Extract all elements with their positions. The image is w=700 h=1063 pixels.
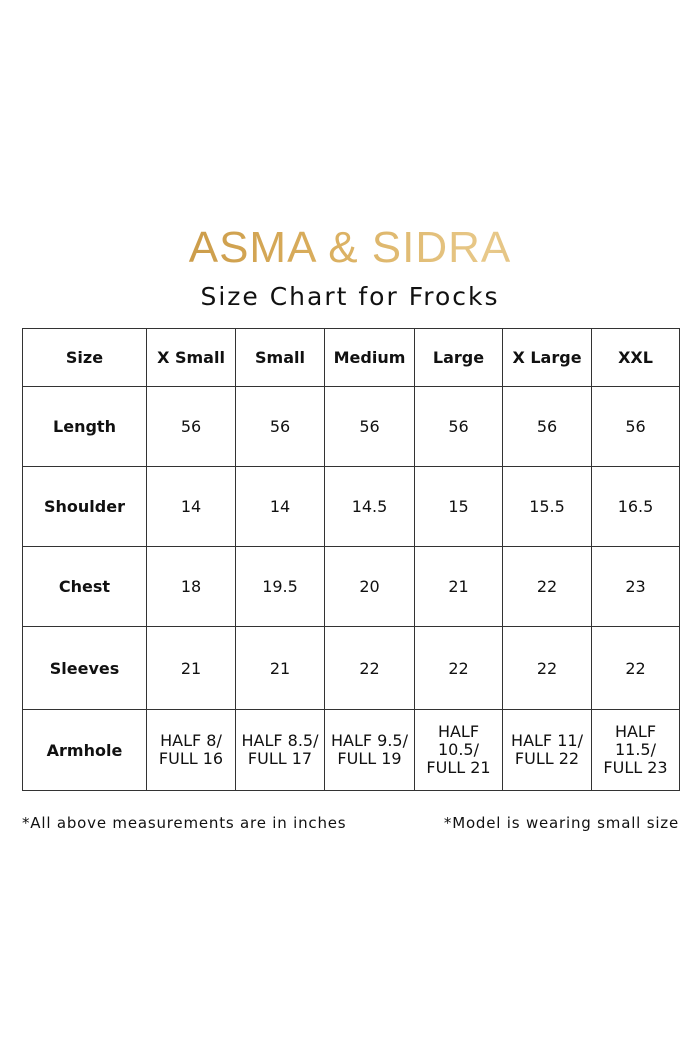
table-row-sleeves [23,627,680,710]
row-label-sleeves: Sleeves [23,627,147,710]
armhole-half: HALF 9.5/ [330,731,408,750]
table-cell [325,710,415,791]
size-chart-table [22,328,680,791]
header-xxl: XXL [592,329,680,387]
row-label-shoulder: Shoulder [23,467,147,547]
armhole-full: FULL 19 [337,749,402,768]
armhole-half: HALF 11.5/ [614,722,657,759]
table-header-row [23,329,680,387]
table-cell: 15.5 [503,467,592,547]
table-cell: 19.5 [236,547,325,627]
table-cell [503,710,592,791]
armhole-full: FULL 23 [603,758,668,777]
armhole-half: HALF 8/ [160,731,222,750]
page-title: Size Chart for Frocks [200,282,500,311]
header-x-small: X Small [147,329,236,387]
table-cell [415,710,503,791]
table-cell: 20 [325,547,415,627]
table-row-shoulder [23,467,680,547]
table-cell [147,710,236,791]
table-cell: 56 [503,387,592,467]
header-size: Size [23,329,147,387]
header-x-large: X Large [503,329,592,387]
table-cell: 18 [147,547,236,627]
table-cell: 14 [147,467,236,547]
table-cell: 21 [415,547,503,627]
table-cell: 22 [503,627,592,710]
model-size-note: *Model is wearing small size [443,814,679,832]
header-large: Large [415,329,503,387]
table-row-armhole [23,710,680,791]
table-cell: 56 [147,387,236,467]
header-small: Small [236,329,325,387]
table-cell: 21 [147,627,236,710]
table-cell: 56 [592,387,680,467]
table-cell: 23 [592,547,680,627]
header-medium: Medium [325,329,415,387]
table-cell: 22 [503,547,592,627]
table-cell: 16.5 [592,467,680,547]
armhole-full: FULL 16 [158,749,224,768]
table-cell: 56 [415,387,503,467]
armhole-full: FULL 21 [426,758,491,777]
brand-logo: ASMA & SIDRA [0,222,700,274]
table-cell [592,710,680,791]
armhole-half: HALF 11/ [511,731,583,750]
table-cell: 22 [592,627,680,710]
row-label-length: Length [23,387,147,467]
table-row-chest [23,547,680,627]
armhole-half: HALF 10.5/ [437,722,480,759]
table-cell: 15 [415,467,503,547]
row-label-chest: Chest [23,547,147,627]
row-label-armhole: Armhole [23,710,147,791]
table-cell: 56 [236,387,325,467]
armhole-full: FULL 22 [514,749,580,768]
measurement-note: *All above measurements are in inches [22,814,347,832]
table-cell [236,710,325,791]
table-cell: 21 [236,627,325,710]
armhole-full: FULL 17 [247,749,313,768]
table-cell: 22 [415,627,503,710]
table-cell: 56 [325,387,415,467]
table-row-length [23,387,680,467]
armhole-half: HALF 8.5/ [241,731,319,750]
table-cell: 14 [236,467,325,547]
table-cell: 22 [325,627,415,710]
table-cell: 14.5 [325,467,415,547]
